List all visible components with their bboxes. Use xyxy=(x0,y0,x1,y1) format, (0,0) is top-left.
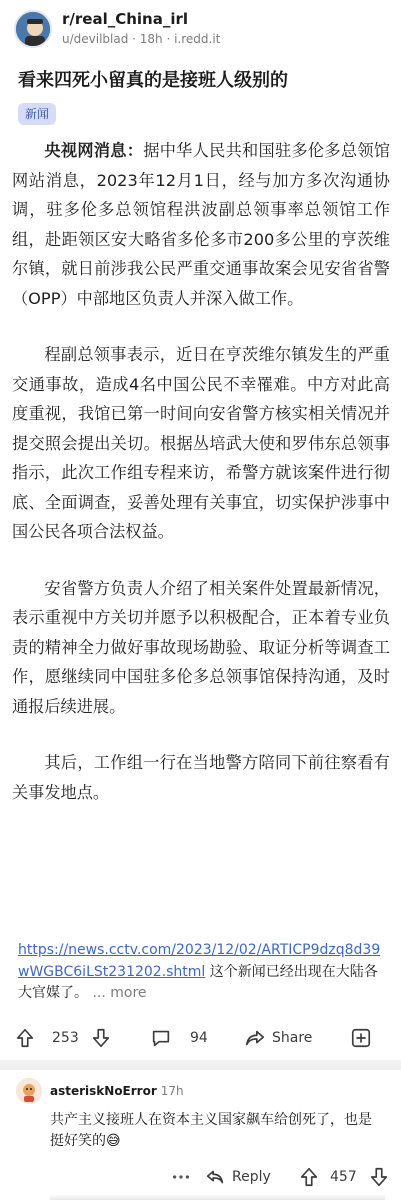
downvote-icon xyxy=(90,1027,112,1049)
paragraph-text: 程副总领事表示，近日在亨茨维尔镇发生的严重交通事故，造成4名中国公民不幸罹难。中方对此高度重视，我馆已第一时间向安省警方核实相关情况并提交照会提出关切。根据丛培武大使和罗伟东总领事指示，此次工作组专程来访，希警方就该案件进行彻底、全面调查，妥善处理有关事宜，切实保护涉事中国公民各项合法权益。 xyxy=(12,345,390,541)
paragraph-text: 安省警方负责人介绍了相关案件处置最新情况，表示重视中方关切并愿予以积极配合，正本着专业负责的精神全力做好事故现场勘验、取证分析等调查工作，愿继续同中国驻多伦多总领事馆保持沟通，及时通报后续进展。 xyxy=(12,578,390,716)
add-award-button[interactable] xyxy=(350,1026,372,1050)
paragraph-lead: 央视网消息： xyxy=(44,141,144,160)
post-caption xyxy=(18,940,388,1005)
upvote-count: 253 xyxy=(52,1030,79,1046)
comment-username[interactable]: asteriskNoError xyxy=(50,1084,157,1098)
comment-actions xyxy=(0,1163,401,1191)
comment-more-button[interactable] xyxy=(170,1165,192,1189)
reply-button[interactable] xyxy=(204,1165,271,1189)
post-paragraph-4 xyxy=(12,748,390,807)
share-icon xyxy=(244,1027,266,1049)
share-button[interactable] xyxy=(244,1026,312,1050)
comments-button[interactable] xyxy=(150,1026,172,1050)
upvote-button[interactable] xyxy=(14,1026,36,1050)
comment-downvote-button[interactable] xyxy=(368,1165,390,1189)
post-body xyxy=(12,136,390,834)
comment-time: 17h xyxy=(160,1084,184,1098)
caption-text: 这个新闻已经出现在大陆各大官媒了。 xyxy=(18,963,378,1001)
post-paragraph-2 xyxy=(12,340,390,547)
more-options-icon xyxy=(170,1166,192,1188)
share-label: Share xyxy=(272,1030,313,1046)
comment-author[interactable] xyxy=(50,1084,184,1098)
upvote-icon xyxy=(14,1027,36,1049)
paragraph-text: 其后，工作组一行在当地警方陪同下前往察看有关事发地点。 xyxy=(12,753,390,802)
post-meta[interactable]: u/devilblad · 18h · i.redd.it xyxy=(62,32,221,46)
post-paragraph-1 xyxy=(12,136,390,313)
comment-count: 94 xyxy=(190,1030,208,1046)
post-flair[interactable]: 新闻 xyxy=(18,103,56,125)
subreddit-name[interactable]: r/real_China_irl xyxy=(62,10,189,28)
commenter-avatar-image xyxy=(16,1078,42,1104)
downvote-icon xyxy=(368,1166,390,1188)
paragraph-text: 据中华人民共和国驻多伦多总领馆网站消息，2023年12月1日，经与加方多次沟通协调，驻多伦多总领馆程洪波副总领事率总领馆工作组，赴距领区安大略省多伦多市200多公里的亨茨维尔镇，就日前涉我公民严重交通事故案会见安省省警（OPP）中部地区负责人并深入做工作。 xyxy=(12,141,391,308)
downvote-button[interactable] xyxy=(90,1026,112,1050)
more-button[interactable]: ... more xyxy=(92,985,147,1001)
comment-text: 共产主义接班人在资本主义国家飙车给创死了，也是挺好笑的😅 xyxy=(50,1112,372,1149)
post-title: 看来四死小留真的是接班人级别的 xyxy=(18,70,288,91)
post-header xyxy=(0,0,401,58)
comment-icon xyxy=(150,1027,172,1049)
reply-label: Reply xyxy=(232,1169,271,1185)
reply-icon xyxy=(204,1166,226,1188)
comment-vote-count: 457 xyxy=(330,1169,357,1185)
subreddit-avatar-image xyxy=(16,12,52,48)
subreddit-avatar[interactable] xyxy=(14,10,52,48)
comment-upvote-button[interactable] xyxy=(298,1165,320,1189)
upvote-icon xyxy=(298,1166,320,1188)
commenter-avatar[interactable] xyxy=(16,1078,42,1104)
post-paragraph-3 xyxy=(12,574,390,722)
next-comment-cutoff xyxy=(50,1194,385,1200)
add-icon xyxy=(350,1027,372,1049)
news-link[interactable]: https://news.cctv.com/2023/12/02/ARTICP9dzq8d39wWGBC6iLSt231202.shtml xyxy=(18,942,381,980)
post-actions xyxy=(0,1020,401,1056)
section-divider xyxy=(0,1060,401,1070)
